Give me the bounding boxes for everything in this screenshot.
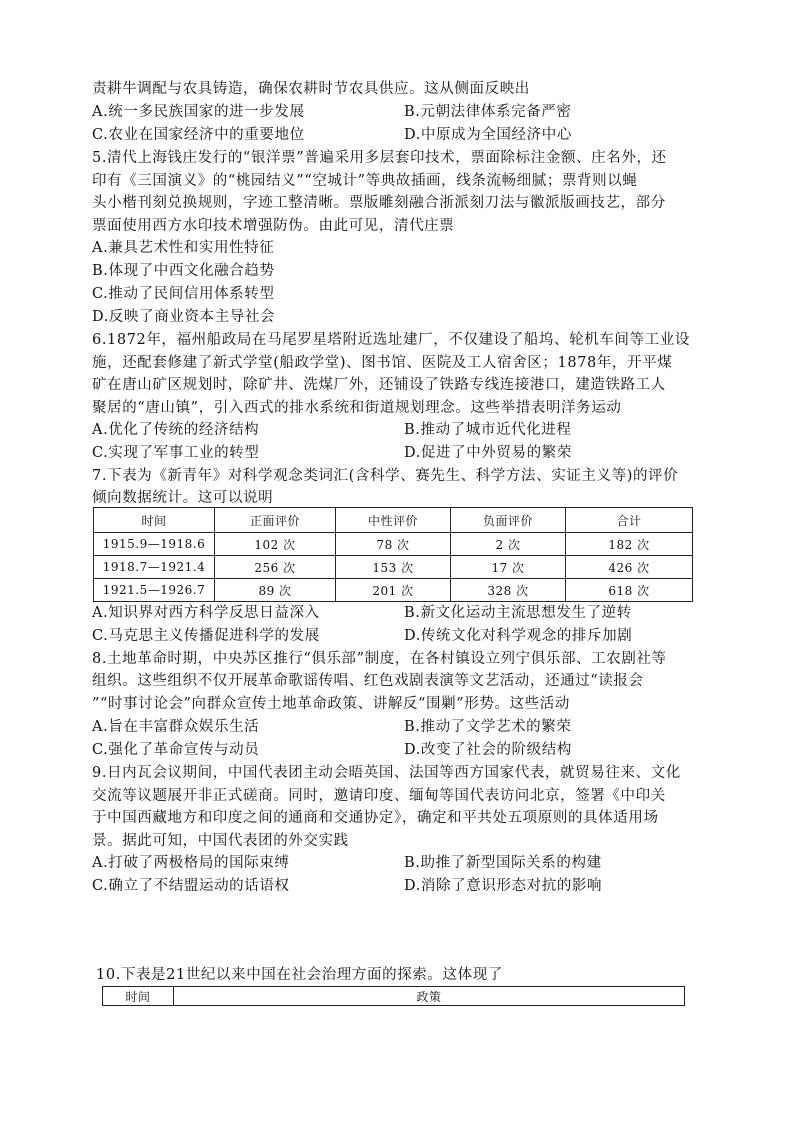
q6-option-b: B.推动了城市近代化进程 [404,422,572,438]
q4-stem-tail: 责耕牛调配与农具铸造，确保农耕时节农具供应。这从侧面反映出 [92,81,530,97]
q9-option-c: C.确立了不结盟运动的话语权 [92,878,290,894]
q6-stem-line-1: 6.1872年，福州船政局在马尾罗星塔附近选址建厂，不仅建设了船坞、轮机车间等工业设 [92,332,690,348]
q5-stem-line-3: 头小楷刊刻兑换规则，字迹工整清晰。票版雕刻融合浙派刻刀法与徽派版画技艺，部分 [92,195,666,211]
q8-option-a: A.旨在丰富群众娱乐生活 [92,719,260,735]
table-cell: 78 次 [336,533,451,556]
q9-stem-line-4: 景。据此可知，中国代表团的外交实践 [92,833,349,849]
table-cell: 17 次 [451,556,566,579]
table-cell: 256 次 [215,556,336,579]
table-cell: 89 次 [215,579,336,602]
table-cell: 328 次 [451,579,566,602]
table-cell: 426 次 [566,556,693,579]
table-cell: 182 次 [566,533,693,556]
q5-stem-line-1: 5.清代上海钱庄发行的“银洋票”普遍采用多层套印技术，票面除标注金额、庄名外，还 [92,150,667,166]
q9-option-b: B.助推了新型国际关系的构建 [404,855,602,871]
q6-stem-line-3: 矿在唐山矿区规划时，除矿井、洗煤厂外，还铺设了铁路专线连接港口，建造铁路工人 [92,377,666,393]
q7-stem-line-2: 倾向数据统计。这可以说明 [92,490,274,506]
q6-option-c: C.实现了军事工业的转型 [92,445,260,461]
q9-stem-line-3: 于中国西藏地方和印度之间的通商和交通协定》，确定和平共处五项原则的具体适用场 [92,810,659,826]
q7-header-time: 时间 [94,508,215,533]
q5-option-d: D.反映了商业资本主导社会 [92,309,276,325]
q7-header-positive: 正面评价 [215,508,336,533]
q6-option-d: D.促进了中外贸易的繁荣 [404,445,572,461]
q5-option-c: C.推动了民间信用体系转型 [92,286,275,302]
q7-header-negative: 负面评价 [451,508,566,533]
table-row [94,579,693,602]
table-cell: 2 次 [451,533,566,556]
q9-option-a: A.打破了两极格局的国际束缚 [92,855,290,871]
q7-option-d: D.传统文化对科学观念的排斥加剧 [404,628,633,644]
q5-stem-line-4: 票面使用西方水印技术增强防伪。由此可见，清代庄票 [92,218,455,234]
q10-header-policy: 政策 [174,987,685,1006]
q6-stem-line-4: 聚居的“唐山镇”，引入西式的排水系统和街道规划理念。这些举措表明洋务运动 [92,400,622,416]
q7-header-neutral: 中性评价 [336,508,451,533]
q4-option-a: A.统一多民族国家的进一步发展 [92,104,305,120]
q7-option-c: C.马克思主义传播促进科学的发展 [92,628,320,644]
q8-option-c: C.强化了革命宣传与动员 [92,742,260,758]
q8-stem-line-2: 组织。这些组织不仅开展革命歌谣传唱、红色戏剧表演等文艺活动，还通过“读报会 [92,673,644,689]
q10-header-time: 时间 [103,987,174,1006]
q7-stem-line-1: 7.下表为《新青年》对科学观念类词汇(含科学、赛先生、科学方法、实证主义等)的评价 [92,468,679,484]
q8-stem-line-3: ”“时事讨论会”向群众宣传土地革命政策、讲解反“围剿”形势。这些活动 [92,696,570,712]
q7-option-b: B.新文化运动主流思想发生了逆转 [404,605,632,621]
q7-option-a: A.知识界对西方科学反思日益深入 [92,605,320,621]
q9-option-d: D.消除了意识形态对抗的影响 [404,878,603,894]
q6-stem-line-2: 施，还配套修建了新式学堂(船政学堂)、图书馆、医院及工人宿舍区；1878年，开平煤 [92,355,673,371]
q9-stem-line-2: 交流等议题展开非正式磋商。同时，邀请印度、缅甸等国代表访问北京，签署《中印关 [92,788,666,804]
table-cell: 618 次 [566,579,693,602]
q8-option-d: D.改变了社会的阶级结构 [404,742,572,758]
q10-stem: 10.下表是21世纪以来中国在社会治理方面的探索。这体现了 [96,967,503,983]
table-row [94,556,693,579]
q10-policy-table [102,986,685,1006]
q7-header-total: 合计 [566,508,693,533]
q9-stem-line-1: 9.日内瓦会议期间，中国代表团主动会晤英国、法国等西方国家代表，就贸易往来、文化 [92,765,681,781]
q7-data-table [93,507,693,602]
q5-option-a: A.兼具艺术性和实用性特征 [92,240,275,256]
table-cell: 1915.9—1918.6 [94,533,215,556]
q8-option-b: B.推动了文学艺术的繁荣 [404,719,572,735]
q7-table-header-row [94,508,693,533]
table-cell: 201 次 [336,579,451,602]
q5-option-b: B.体现了中西文化融合趋势 [92,263,275,279]
table-cell: 1918.7—1921.4 [94,556,215,579]
q8-stem-line-1: 8.土地革命时期，中央苏区推行“俱乐部”制度，在各村镇设立列宁俱乐部、工农剧社等 [92,651,667,667]
table-cell: 153 次 [336,556,451,579]
table-row [94,533,693,556]
q6-option-a: A.优化了传统的经济结构 [92,422,260,438]
q4-option-b: B.元朝法律体系完备严密 [404,104,572,120]
q10-table-header-row [103,987,685,1006]
table-cell: 102 次 [215,533,336,556]
q5-stem-line-2: 印有《三国演义》的“桃园结义”“空城计”等典故插画，线条流畅细腻；票背则以蝇 [92,173,638,189]
table-cell: 1921.5—1926.7 [94,579,215,602]
q4-option-d: D.中原成为全国经济中心 [404,127,572,143]
q4-option-c: C.农业在国家经济中的重要地位 [92,127,305,143]
